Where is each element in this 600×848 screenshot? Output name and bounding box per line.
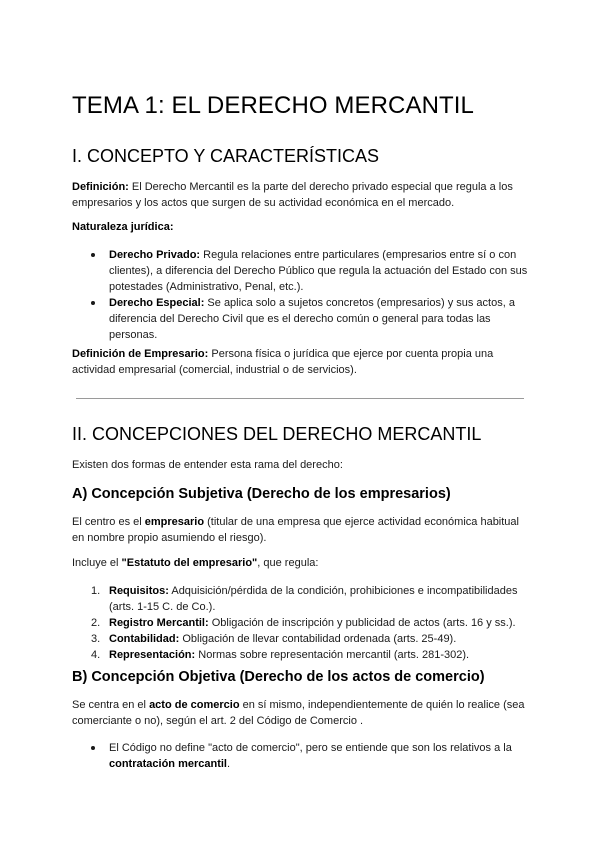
- naturaleza-label: Naturaleza jurídica:: [72, 221, 174, 233]
- empresario-text: Persona física o jurídica que ejerce por cuenta propia una actividad empresarial (comercial, industrial o de servicios).: [72, 348, 494, 376]
- list-item: [72, 247, 532, 295]
- text-span: Se centra en el: [72, 699, 150, 711]
- text-span: , que regula:: [257, 557, 319, 569]
- bold-term: acto de comercio: [149, 699, 240, 711]
- list-item: [72, 631, 532, 647]
- definicion-label: Definición:: [72, 181, 129, 193]
- naturaleza-label-paragraph: [72, 219, 532, 235]
- list-item-label: Derecho Privado:: [109, 249, 201, 261]
- empresario-label: Definición de Empresario:: [72, 348, 209, 360]
- concepciones-intro: Existen dos formas de entender esta rama del derecho:: [72, 459, 343, 471]
- bullet-icon: [91, 301, 95, 305]
- definicion-text: El Derecho Mercantil es la parte del derecho privado especial que regula a los empresarios y los actos que surgen de su actividad económica en el mercado.: [72, 181, 513, 209]
- list-item-text: Obligación de llevar contabilidad ordenada (arts. 25-49).: [179, 633, 457, 645]
- document-title: TEMA 1: EL DERECHO MERCANTIL: [72, 92, 474, 119]
- subsection-heading-subjetiva: A) Concepción Subjetiva (Derecho de los empresarios): [72, 486, 451, 502]
- bullet-icon: [91, 746, 95, 750]
- list-number: 4.: [91, 649, 101, 661]
- estatuto-list: [72, 583, 532, 663]
- list-item: [72, 583, 532, 615]
- subsection-heading-objetiva: B) Concepción Objetiva (Derecho de los actos de comercio): [72, 669, 485, 685]
- list-item-text: El Código no define "acto de comercio", pero se entiende que son los relativos a la: [109, 742, 512, 754]
- bold-term: empresario: [144, 516, 205, 528]
- list-item-label: Derecho Especial:: [109, 297, 205, 309]
- list-item: [72, 647, 532, 663]
- objetiva-list: [72, 740, 532, 772]
- list-item: [72, 740, 532, 772]
- text-span: Incluye el: [72, 557, 122, 569]
- list-item-label: Contabilidad:: [109, 633, 180, 645]
- subjetiva-paragraph: [72, 514, 532, 546]
- list-item-text: Normas sobre representación mercantil (arts. 281-302).: [195, 649, 470, 661]
- objetiva-paragraph: [72, 697, 532, 729]
- list-item-label: Registro Mercantil:: [109, 617, 209, 629]
- bold-term: contratación mercantil: [109, 758, 227, 770]
- list-item-text: Adquisición/pérdida de la condición, prohibiciones e incompatibilidades (arts. 1-15 C. de Co.).: [109, 585, 518, 613]
- bullet-icon: [91, 253, 95, 257]
- text-span: (titular de una empresa que ejerce actividad económica habitual en nombre propio asumiendo el riesgo).: [72, 516, 519, 544]
- bold-term: "Estatuto del empresario": [121, 557, 258, 569]
- list-item-text: Se aplica solo a sujetos concretos (empresarios) y sus actos, a diferencia del Derecho Civil que es el derecho común o general para todas las personas.: [109, 297, 515, 341]
- list-number: 3.: [91, 633, 101, 645]
- list-item-text: Regula relaciones entre particulares (empresarios entre sí o con clientes), a diferencia del Derecho Público que regula la actuación del Estado con sus potestades (Administrativo, Penal, etc.).: [109, 249, 528, 293]
- list-item: [72, 615, 532, 631]
- naturaleza-list: [72, 247, 532, 343]
- empresario-paragraph: [72, 346, 532, 378]
- list-number: 1.: [91, 585, 101, 597]
- text-span: en sí mismo, independientemente de quién lo realice (sea comerciante o no), según el art. 2 del Código de Comercio .: [72, 699, 525, 727]
- list-item: [72, 295, 532, 343]
- text-span: .: [226, 758, 231, 770]
- section-heading-concepciones: II. CONCEPCIONES DEL DERECHO MERCANTIL: [72, 424, 482, 444]
- estatuto-paragraph: [72, 555, 532, 571]
- definicion-paragraph: [72, 179, 532, 211]
- horizontal-divider: [76, 398, 524, 399]
- section-heading-concepto: I. CONCEPTO Y CARACTERÍSTICAS: [72, 146, 380, 166]
- list-number: 2.: [91, 617, 101, 629]
- list-item-label: Requisitos:: [109, 585, 169, 597]
- list-item-text: Obligación de inscripción y publicidad de actos (arts. 16 y ss.).: [208, 617, 516, 629]
- text-span: El centro es el: [72, 516, 145, 528]
- list-item-label: Representación:: [109, 649, 196, 661]
